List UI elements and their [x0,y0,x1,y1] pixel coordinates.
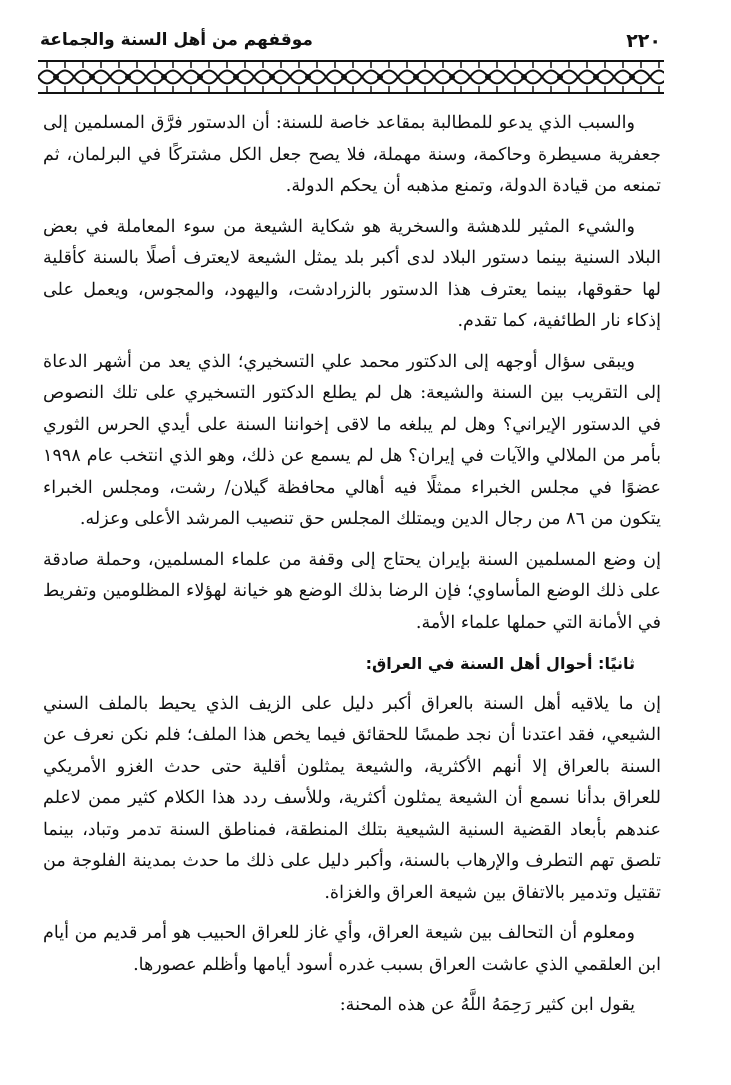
page-header [40,30,661,58]
paragraph: والسبب الذي يدعو للمطالبة بمقاعد خاصة للسنة: أن الدستور فرَّق المسلمين إلى جعفرية مسيطرة وحاكمة، وسنة مهملة، فلا يصح جعل الكل مشتركًا في البرلمان، ثم تمنعه من قيادة الدولة، وتمنع مذهبه أن يحكم الدولة. [43,113,661,196]
running-title: موقفهم من أهل السنة والجماعة [40,30,313,50]
decorative-border-pattern [38,60,664,94]
paragraph: ويبقى سؤال أوجهه إلى الدكتور محمد علي التسخيري؛ الذي يعد من أشهر الدعاة إلى التقريب بين السنة والشيعة: هل لم يطلع الدكتور التسخيري على تلك النصوص في الدستور الإيراني؟ وهل لم يبلغه ما لاقى إخواننا السنة على أيدي الحرس الثوري بأمر من الملالي والآيات في إيران؟ هل لم يسمع عن ذلك، وهو الذي انتخب عام ١٩٩٨ عضوًا في مجلس الخبراء ممثلًا فيه أهالي محافظة گيلان/ رشت، ومجلس الخبراء يتكون من ٨٦ من رجال الدين ويمتلك المجلس حق تنصيب المرشد الأعلى وعزله. [43,351,661,529]
page-number: ٢٢٠ [626,30,661,52]
paragraph: ومعلوم أن التحالف بين شيعة العراق، وأي غاز للعراق الحبيب هو أمر قديم من أيام ابن العلقمي الذي عاشت العراق بسبب غدره أسود أيامها وأظلم عصورها. [43,923,661,975]
paragraph: إن وضع المسلمين السنة بإيران يحتاج إلى وقفة من علماء المسلمين، وحملة صادقة على ذلك الوضع المأساوي؛ فإن الرضا بذلك الوضع هو خيانة لهؤلاء المظلومين وتفريط في الأمانة التي حملها علماء الأمة. [43,549,661,633]
paragraph: يقول ابن كثير رَحِمَهُ اللَّهُ عن هذه المحنة: [339,995,635,1015]
paragraph: إن ما يلاقيه أهل السنة بالعراق أكبر دليل على الزيف الذي يحيط بالملف السني الشيعي، فقد اعتدنا أن نجد طمسًا للحقائق فيما يخص هذا الملف؛ فلم نكن نعرف عن السنة بالعراق إلا أنهم الأكثرية، والشيعة يمثلون أقلية حتى حدث الغزو الأمريكي للعراق بدأنا نسمع أن الشيعة يمثلون أكثرية، وللأسف ردد هذا الكلام كثير ممن لاعلم عندهم بأبعاد القضية السنية الشيعية بتلك المنطقة، فمناطق السنة تدمر وتباد، بينما تلصق تهم التطرف والإرهاب بالسنة، وأكبر دليل على ذلك ما حدث بمدينة الفلوجة من تقتيل وتدمير بالاتفاق بين شيعة العراق والغزاة. [43,693,661,903]
section-heading: ثانيًا: أحوال أهل السنة في العراق: [365,654,635,673]
body-text [43,108,661,1031]
paragraph: والشيء المثير للدهشة والسخرية هو شكاية الشيعة من سوء المعاملة في بعض البلاد السنية بينما دستور البلاد لدى أكبر بلد يمثل الشيعة لايعترف أصلًا بالسنة كأقلية لها حقوقها، بينما يعترف هذا الدستور بالزرادشت، واليهود، والمجوس، ويعمل على إذكاء نار الطائفية، كما تقدم. [43,216,661,331]
